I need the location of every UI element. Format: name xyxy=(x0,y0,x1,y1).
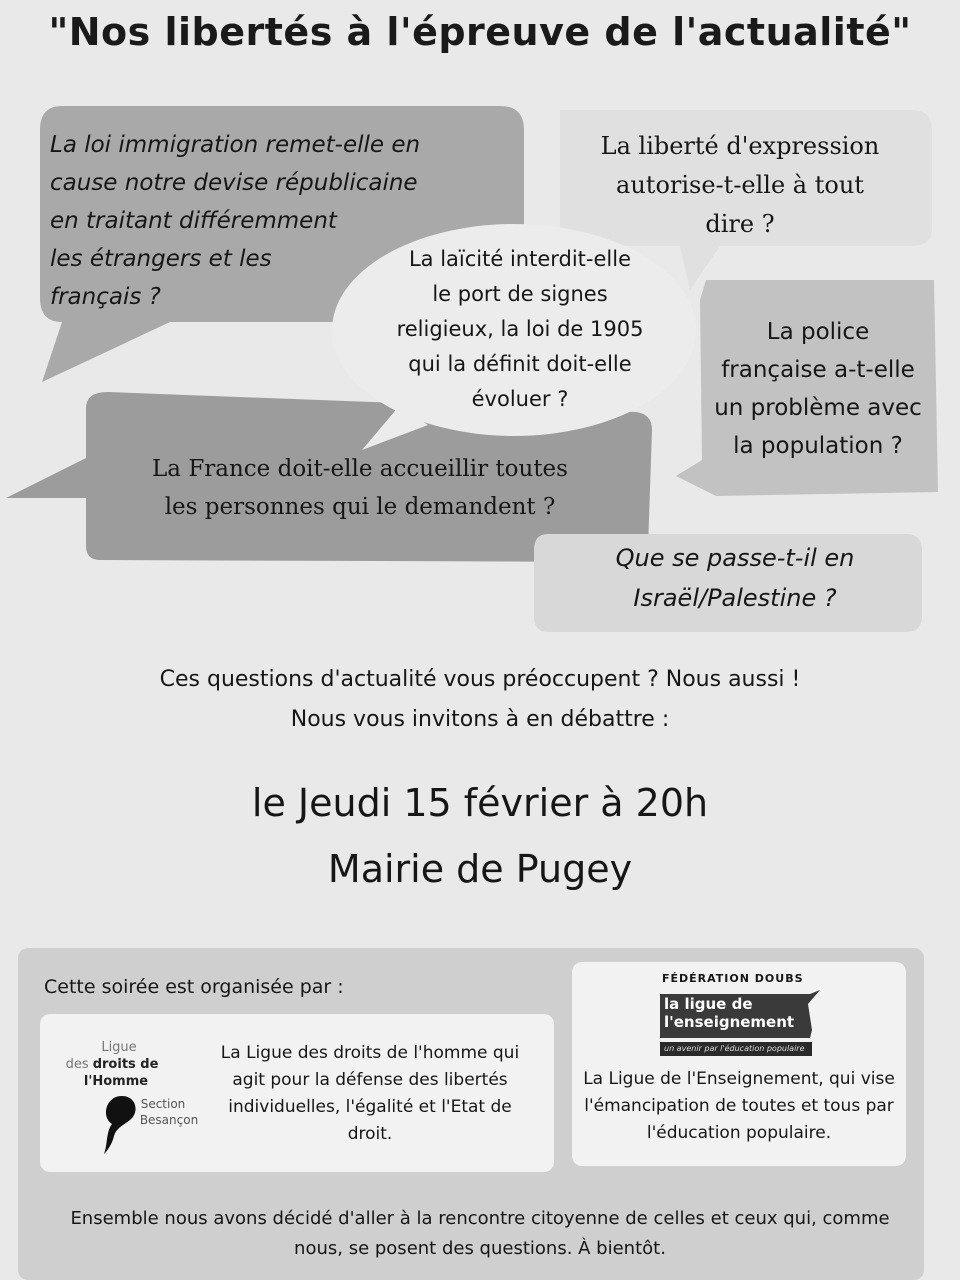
event-date: le Jeudi 15 février à 20h xyxy=(251,781,709,825)
question-israel: Que se passe-t-il en Israël/Palestine ? xyxy=(615,544,855,612)
question-immigration: La loi immigration remet-elle en cause notre devise républicaine en traitant différemment les étrangers et les français ? xyxy=(50,132,421,310)
event-place: Mairie de Pugey xyxy=(327,847,633,891)
intro-text xyxy=(0,660,960,740)
ligue-enseignement-logo: la ligue de l'enseignement un avenir par l'éducation populaire xyxy=(660,990,820,1058)
question-accueil: La France doit-elle accueillir toutes les personnes qui le demandent ? xyxy=(152,456,568,520)
federation-label: FÉDÉRATION DOUBS xyxy=(662,972,804,985)
closing-text: Ensemble nous avons décidé d'aller à la rencontre citoyenne de celles et ceux qui, comme nous, se posent des questions. À bientôt. xyxy=(70,1208,890,1259)
organizers-label: Cette soirée est organisée par : xyxy=(44,976,344,998)
event-info xyxy=(0,770,960,902)
intro-line-2: Nous vous invitons à en débattre : xyxy=(290,707,670,732)
question-police: La police française a-t-elle un problème avec la population ? xyxy=(714,319,922,459)
intro-line-1: Ces questions d'actualité vous préoccupent ? Nous aussi ! xyxy=(159,667,801,692)
ldh-description: La Ligue des droits de l'homme qui agit pour la défense des libertés individuelles, l'égalité et l'Etat de droit. xyxy=(220,1043,520,1144)
question-expression: La liberté d'expression autorise-t-elle à tout dire ? xyxy=(600,132,880,238)
ligue-enseignement-description: La Ligue de l'Enseignement, qui vise l'émancipation de toutes et tous par l'éducation populaire. xyxy=(583,1069,895,1143)
question-laicite: La laïcité interdit-elle le port de signes religieux, la loi de 1905 qui la définit doit-elle évoluer ? xyxy=(396,247,644,411)
page-title: "Nos libertés à l'épreuve de l'actualité" xyxy=(48,10,912,54)
